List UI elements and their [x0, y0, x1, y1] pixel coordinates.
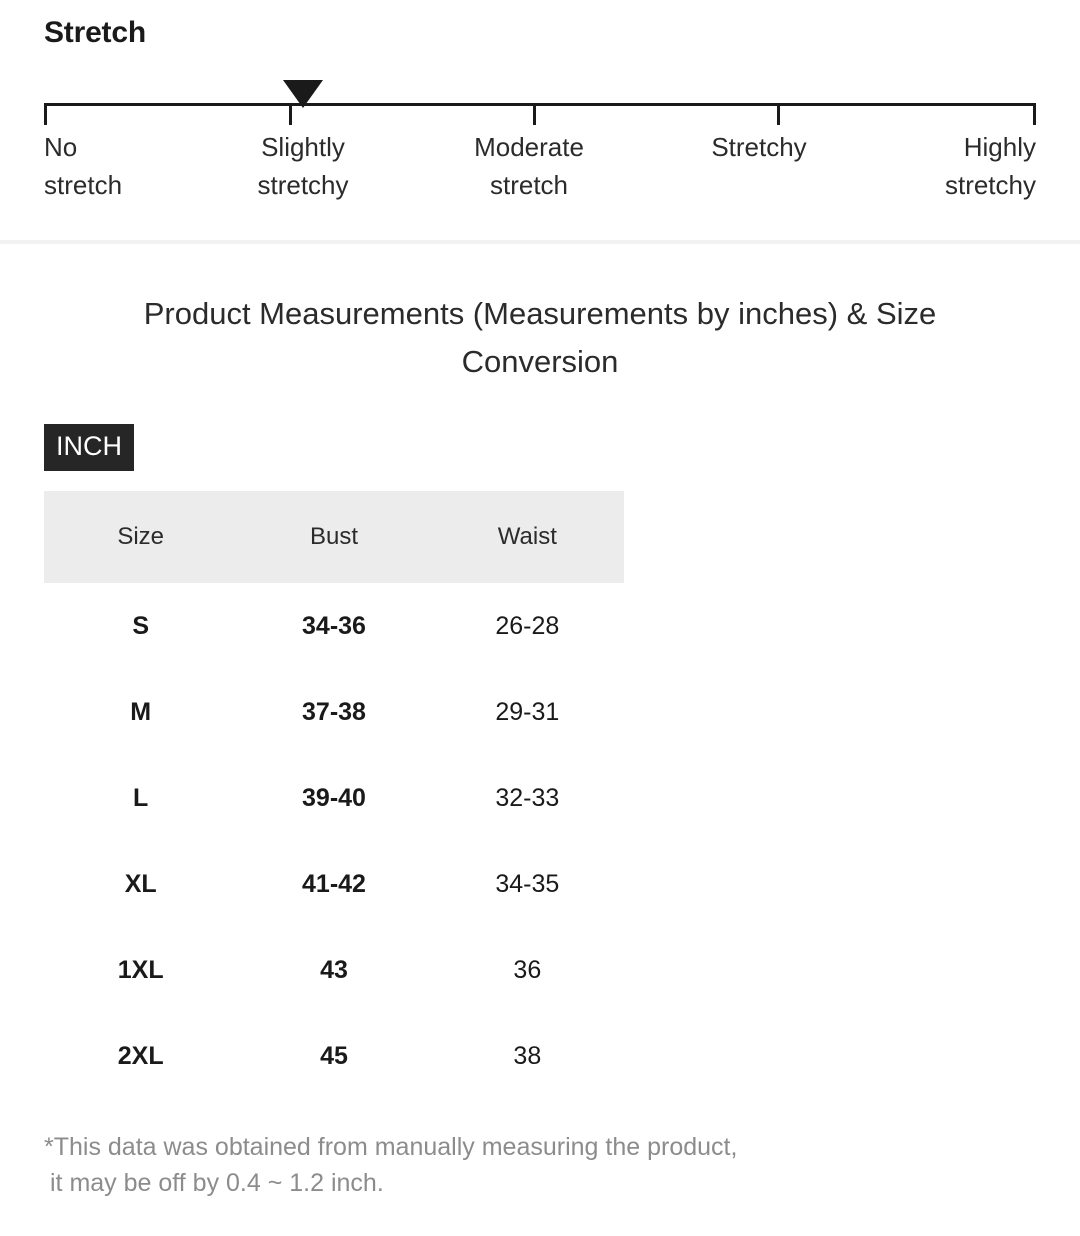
cell-bust: 43 [320, 955, 348, 984]
section-divider [0, 240, 1080, 244]
cell-waist: 26-28 [495, 611, 560, 640]
cell-bust: 34-36 [302, 611, 366, 640]
cell-size: S [132, 611, 149, 640]
column-header-bust: Bust [237, 491, 430, 583]
scale-tick-3 [777, 103, 780, 125]
stretch-label-3 [659, 128, 859, 166]
stretch-label-1 [203, 128, 403, 204]
cell-size: M [130, 697, 152, 726]
stretch-label-0-line2: stretch [44, 170, 123, 200]
stretch-label-4-line2: stretchy [944, 170, 1036, 200]
table-row [44, 841, 624, 927]
stretch-section [0, 0, 1080, 212]
scale-tick-0 [44, 103, 47, 125]
cell-waist: 34-35 [495, 869, 560, 898]
unit-badge: INCH [44, 424, 134, 471]
size-chart-table [44, 491, 624, 1099]
stretch-level-marker-icon [283, 80, 323, 108]
stretch-label-2 [429, 128, 629, 204]
table-row [44, 1013, 624, 1099]
table-row [44, 927, 624, 1013]
stretch-label-2-line2: stretch [489, 170, 569, 200]
measurements-footnote [44, 1129, 1036, 1201]
scale-axis-line [44, 103, 1036, 106]
stretch-label-4-line1: Highly [963, 132, 1036, 162]
cell-waist: 38 [513, 1041, 542, 1070]
stretch-label-0 [44, 128, 194, 204]
cell-size: 1XL [117, 955, 164, 984]
cell-waist: 36 [513, 955, 542, 984]
scale-tick-2 [533, 103, 536, 125]
table-row [44, 755, 624, 841]
cell-waist: 32-33 [495, 783, 560, 812]
cell-bust: 41-42 [302, 869, 366, 898]
stretch-scale [44, 80, 1036, 126]
measurements-heading: Product Measurements (Measurements by inches) & Size Conversion [143, 296, 937, 379]
stretch-label-4 [856, 128, 1036, 204]
cell-size: XL [124, 869, 157, 898]
cell-bust: 39-40 [302, 783, 366, 812]
table-header-row [44, 491, 624, 583]
cell-size: L [133, 783, 149, 812]
footnote-line-2: it may be off by 0.4 ~ 1.2 inch. [50, 1169, 384, 1197]
cell-bust: 37-38 [302, 697, 366, 726]
stretch-label-2-line1: Moderate [474, 132, 584, 162]
table-row [44, 669, 624, 755]
stretch-label-1-line1: Slightly [261, 132, 345, 162]
stretch-label-1-line2: stretchy [257, 170, 349, 200]
cell-bust: 45 [320, 1041, 348, 1070]
measurements-section [0, 290, 1080, 1201]
stretch-label-3-line1: Stretchy [711, 132, 807, 162]
column-header-size: Size [44, 491, 237, 583]
column-header-waist: Waist [431, 491, 624, 583]
footnote-line-1: *This data was obtained from manually measuring the product, [44, 1133, 738, 1161]
cell-waist: 29-31 [495, 697, 560, 726]
table-row [44, 583, 624, 669]
cell-size: 2XL [117, 1041, 164, 1070]
stretch-label-0-line1: No [44, 132, 78, 162]
stretch-title: Stretch [44, 16, 146, 49]
scale-tick-4 [1033, 103, 1036, 125]
stretch-scale-labels [44, 128, 1036, 212]
